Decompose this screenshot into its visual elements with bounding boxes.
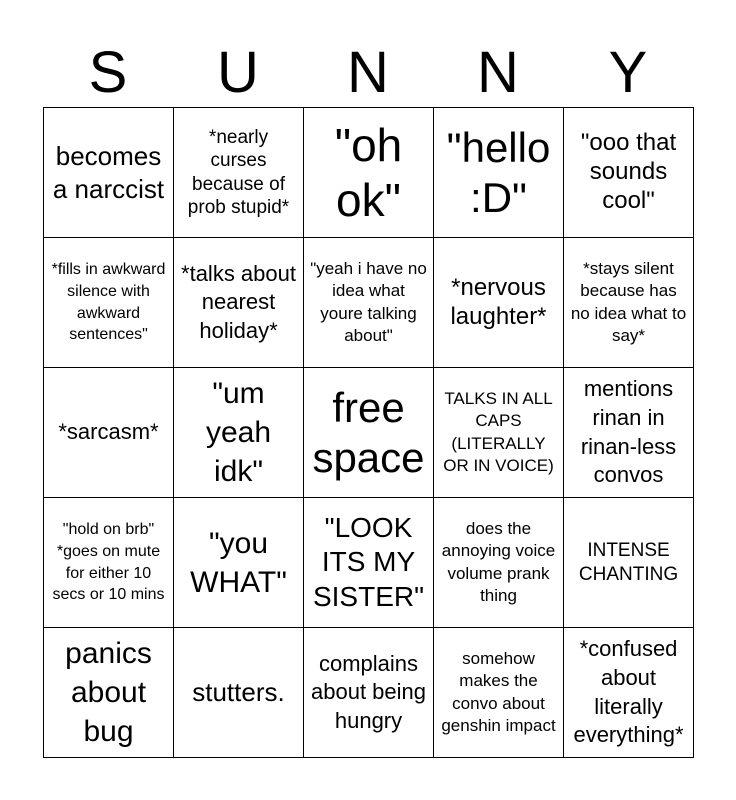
header-letter-u: U [217,40,259,105]
bingo-cell[interactable]: panics about bug [44,628,174,758]
bingo-cell[interactable]: *sarcasm* [44,368,174,498]
bingo-cell[interactable]: "ooo that sounds cool" [564,108,694,238]
bingo-cell[interactable]: "oh ok" [304,108,434,238]
bingo-header [43,42,693,104]
bingo-cell[interactable]: INTENSE CHANTING [564,498,694,628]
bingo-cell[interactable]: "hold on brb" *goes on mute for either 10 secs or 10 mins [44,498,174,628]
bingo-cell[interactable]: "LOOK ITS MY SISTER" [304,498,434,628]
header-letter-s: S [88,40,128,105]
bingo-cell[interactable]: *fills in awkward silence with awkward sentences" [44,238,174,368]
bingo-cell[interactable]: complains about being hungry [304,628,434,758]
bingo-cell[interactable]: "you WHAT" [174,498,304,628]
bingo-cell[interactable]: somehow makes the convo about genshin impact [434,628,564,758]
bingo-cell[interactable]: "um yeah idk" [174,368,304,498]
free-space-cell[interactable]: free space [304,368,434,498]
bingo-cell[interactable]: *stays silent because has no idea what to say* [564,238,694,368]
bingo-cell[interactable]: *nervous laughter* [434,238,564,368]
header-letter-n2: N [477,40,519,105]
bingo-cell[interactable]: does the annoying voice volume prank thing [434,498,564,628]
bingo-cell[interactable]: TALKS IN ALL CAPS (LITERALLY OR IN VOICE) [434,368,564,498]
header-letter-y: Y [608,40,648,105]
bingo-cell[interactable]: becomes a narccist [44,108,174,238]
bingo-cell[interactable]: "yeah i have no idea what youre talking about" [304,238,434,368]
bingo-cell[interactable]: *talks about nearest holiday* [174,238,304,368]
bingo-cell[interactable]: *confused about literally everything* [564,628,694,758]
bingo-cell[interactable]: mentions rinan in rinan-less convos [564,368,694,498]
bingo-cell[interactable]: stutters. [174,628,304,758]
bingo-cell[interactable]: *nearly curses because of prob stupid* [174,108,304,238]
header-letter-n1: N [347,40,389,105]
bingo-cell[interactable]: "hello :D" [434,108,564,238]
bingo-board [43,107,694,758]
